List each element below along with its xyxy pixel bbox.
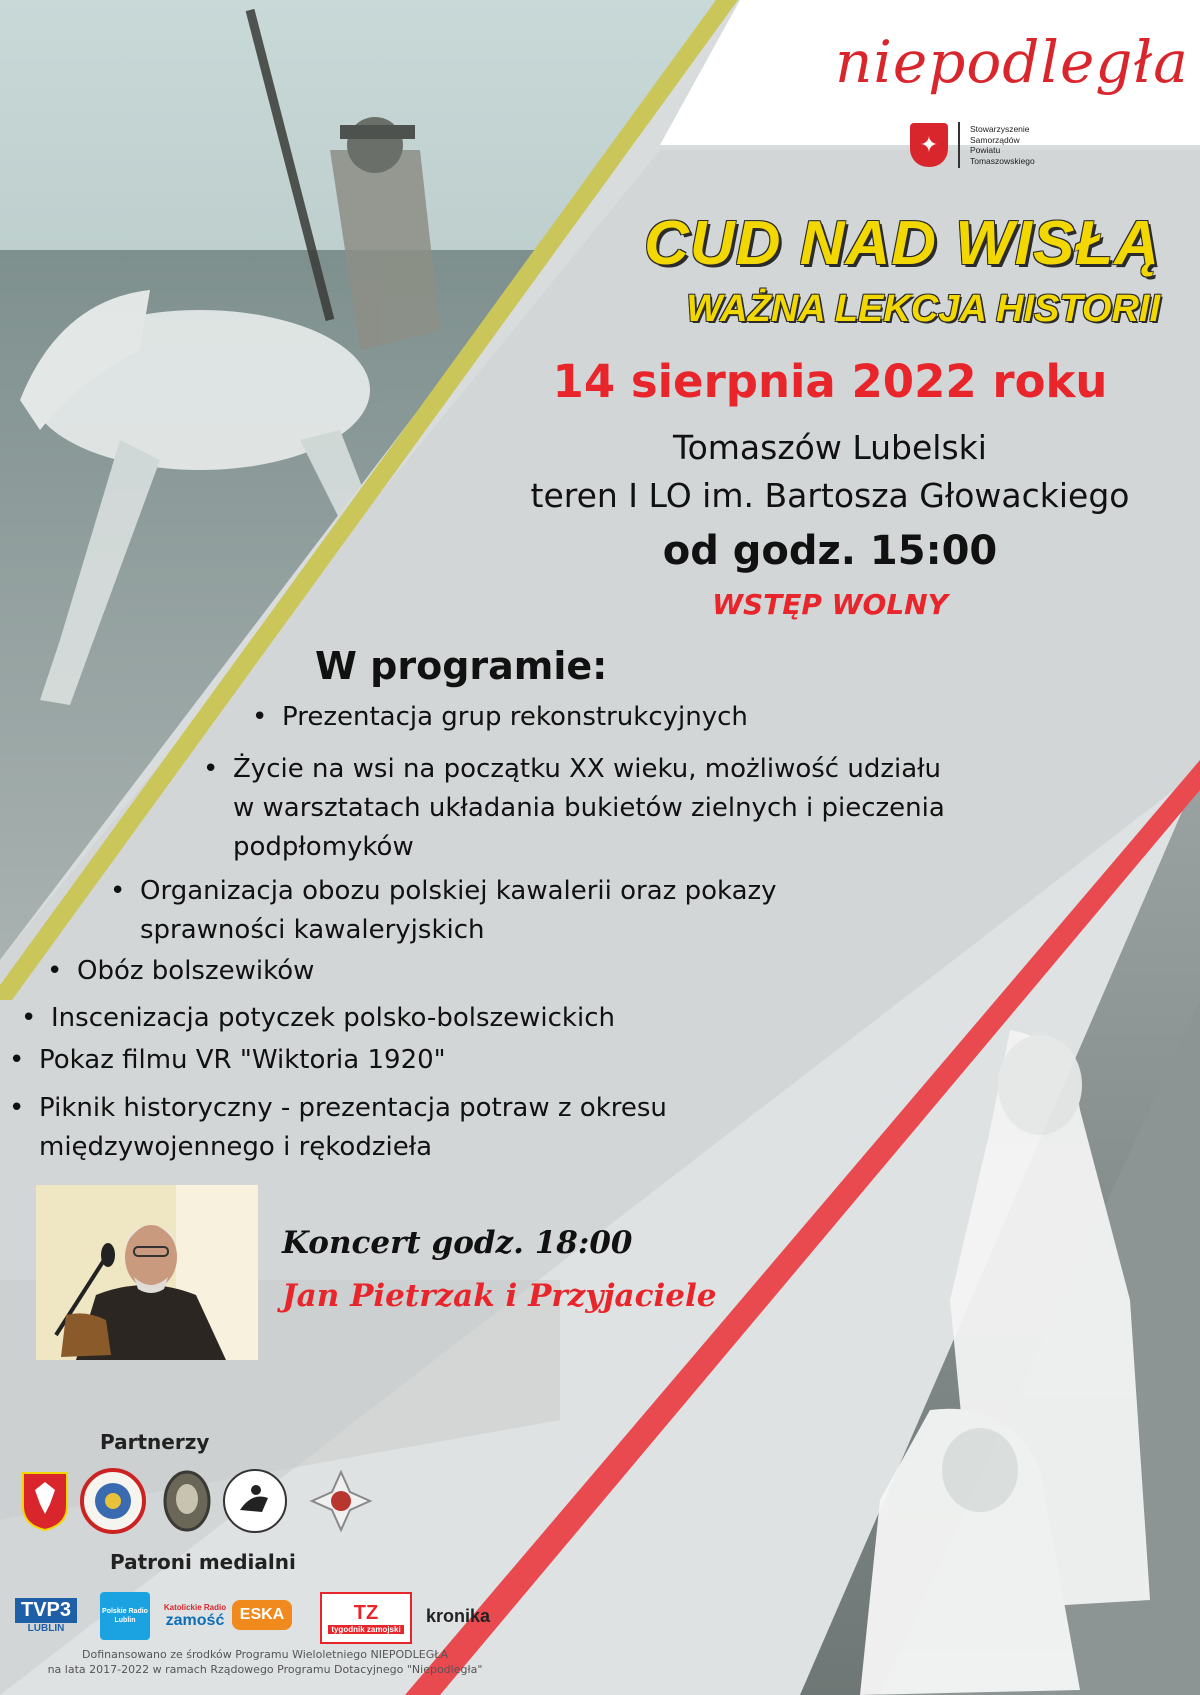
program-item: • Inscenizacja potyczek polsko-bolszewickich: [21, 1003, 615, 1033]
niepodlegla-logo: niepodległa: [835, 28, 1189, 96]
partners-heading: Partnerzy: [100, 1430, 210, 1454]
rider-emblem-icon: [222, 1465, 288, 1537]
program-item: • Pokaz filmu VR "Wiktoria 1920": [9, 1045, 446, 1075]
concert-artist: Jan Pietrzak i Przyjaciele: [282, 1278, 717, 1314]
radio-zamosc-logo: Katolickie Radio zamość: [163, 1602, 227, 1629]
cross-emblem-icon: [308, 1465, 374, 1537]
association-name: Stowarzyszenie Samorządów Powiatu Tomaszowskiego: [970, 124, 1035, 166]
tygodnik-zamojski-logo: TZ tygodnik zamojski: [320, 1592, 412, 1644]
event-city: Tomaszów Lubelski: [673, 428, 987, 467]
religious-medallion-icon: [154, 1465, 220, 1537]
event-date: 14 sierpnia 2022 roku: [552, 355, 1108, 408]
event-venue: teren I LO im. Bartosza Głowackiego: [530, 476, 1130, 515]
funding-footer: Dofinansowano ze środków Programu Wieloletniego NIEPODLEGŁA na lata 2017-2022 w ramach Rządowego Programu Dotacyjnego "Niepodległa": [47, 1648, 483, 1676]
eagle-crest-icon: [12, 1465, 78, 1537]
program-item: • Obóz bolszewików: [47, 956, 315, 986]
polskie-radio-lublin-logo: Polskie Radio Lublin: [100, 1592, 150, 1640]
program-item: • Organizacja obozu polskiej kawalerii oraz pokazy sprawności kawaleryjskich: [110, 876, 777, 945]
program-item: • Prezentacja grup rekonstrukcyjnych: [252, 702, 748, 732]
association-seal-icon: [80, 1465, 146, 1537]
eagle-shield-icon: ✦: [910, 123, 948, 167]
event-time: od godz. 15:00: [662, 528, 998, 574]
subtitle: WAŻNA LEKCJA HISTORII: [686, 288, 1160, 330]
main-title: CUD NAD WISŁĄ: [644, 209, 1160, 278]
singer-illustration: [36, 1185, 258, 1360]
artist-photo: [36, 1185, 258, 1360]
kronika-logo: kronika: [425, 1605, 491, 1626]
program-item: • Życie na wsi na początku XX wieku, możliwość udziału w warsztatach układania bukietów zielnych i pieczenia podpłomyków: [203, 754, 945, 862]
divider: [958, 122, 960, 168]
concert-time: Koncert godz. 18:00: [282, 1225, 633, 1261]
program-item: • Piknik historyczny - prezentacja potraw z okresu międzywojennego i rękodzieła: [9, 1093, 667, 1162]
eska-logo: ESKA: [232, 1600, 292, 1630]
admission-note: WSTĘP WOLNY: [712, 588, 948, 621]
program-heading: W programie:: [315, 644, 608, 688]
tvp3-logo: TVP3 LUBLIN: [10, 1592, 82, 1640]
association-logo: [910, 122, 1035, 168]
media-patrons-heading: Patroni medialni: [110, 1550, 296, 1574]
